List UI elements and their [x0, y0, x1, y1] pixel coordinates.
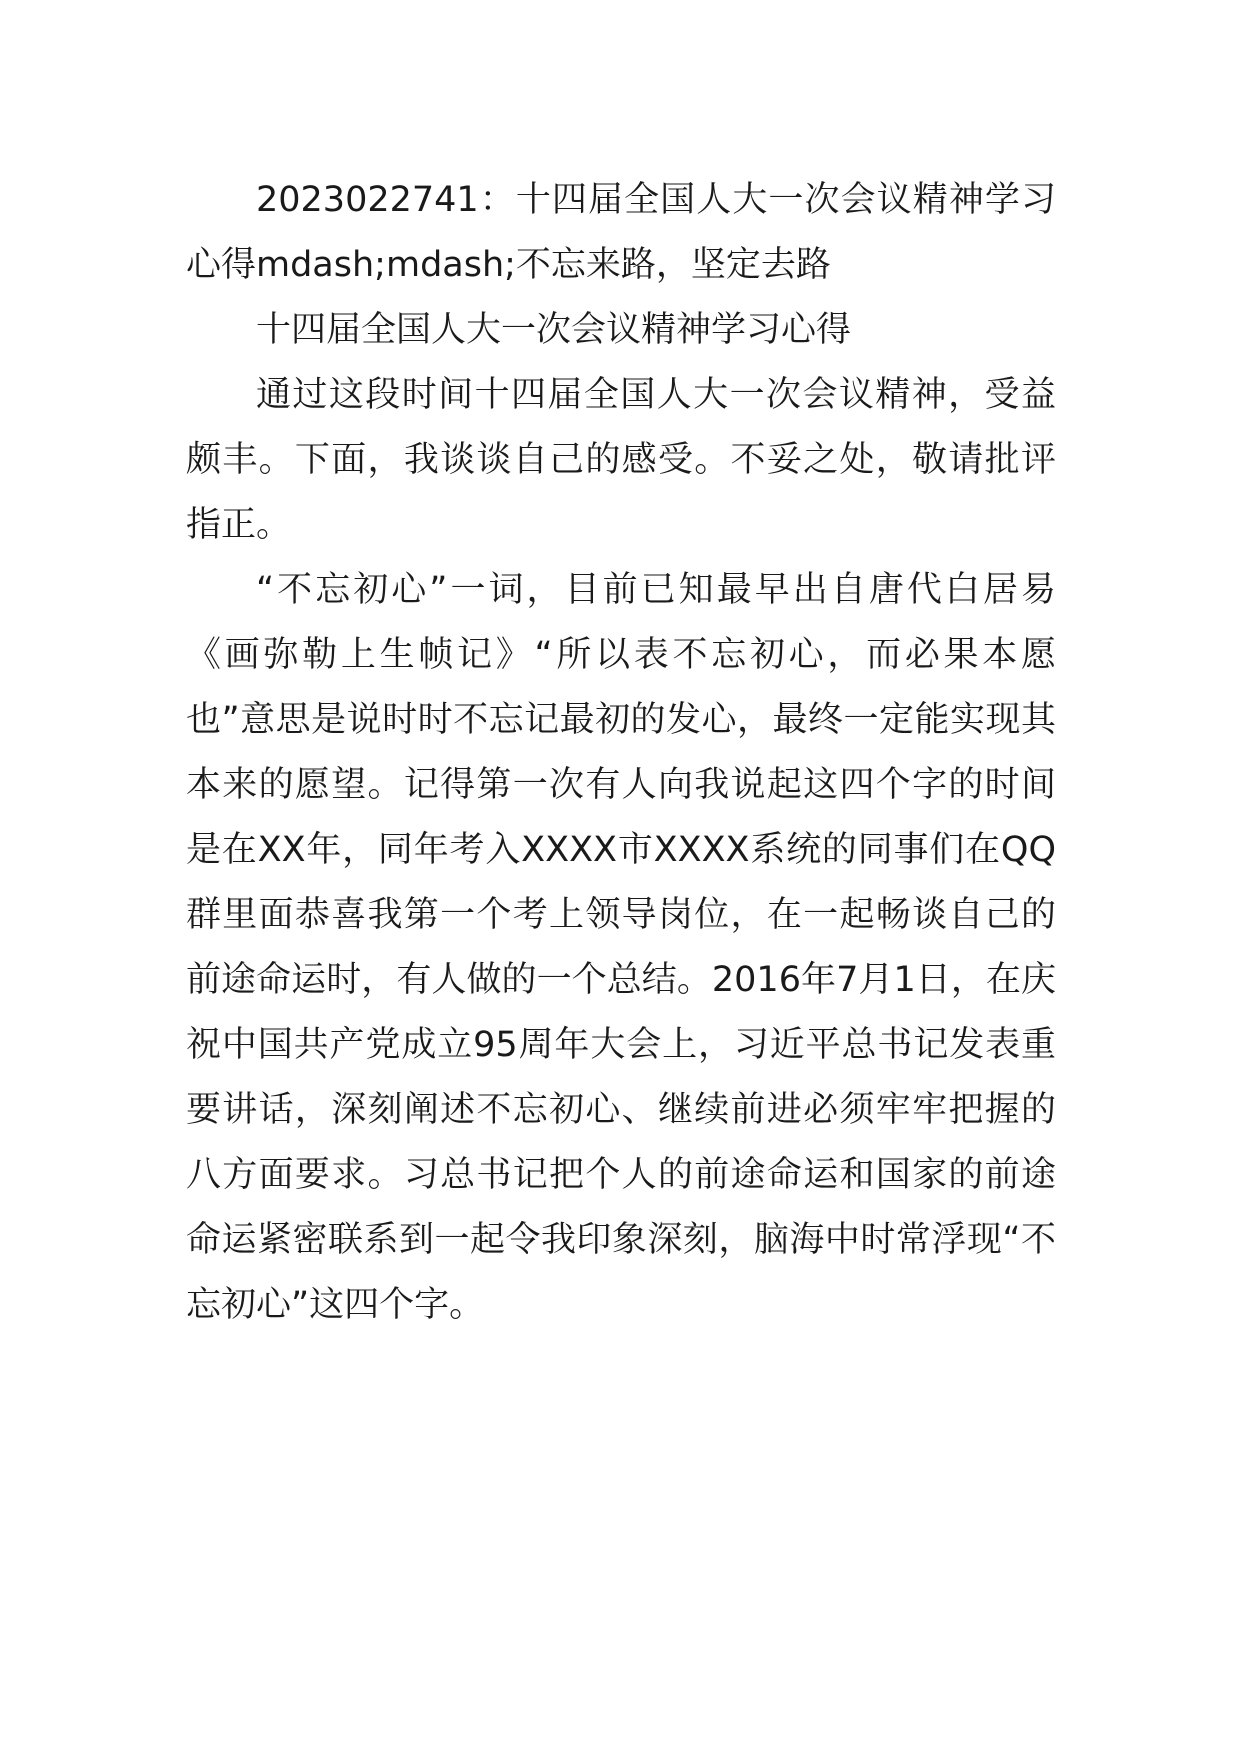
body-paragraph-1: 通过这段时间十四届全国人大一次会议精神，受益颇丰。下面，我谈谈自己的感受。不妥之处，敬请批评指正。	[186, 375, 1056, 545]
document-title-line: 2023022741：十四届全国人大一次会议精神学习心得mdash;mdash;不忘来路，坚定去路	[186, 180, 1056, 285]
document-subtitle: 十四届全国人大一次会议精神学习心得	[256, 310, 852, 350]
body-paragraph-2: “不忘初心”一词，目前已知最早出自唐代白居易《画弥勒上生帧记》“所以表不忘初心，而必果本愿也”意思是说时时不忘记最初的发心，最终一定能实现其本来的愿望。记得第一次有人向我说起这四个字的时间是在XX年，同年考入XXXX市XXXX系统的同事们在QQ群里面恭喜我第一个考上领导岗位，在一起畅谈自己的前途命运时，有人做的一个总结。2016年7月1日，在庆祝中国共产党成立95周年大会上，习近平总书记发表重要讲话，深刻阐述不忘初心、继续前进必须牢牢把握的八方面要求。习总书记把个人的前途命运和国家的前途命运紧密联系到一起令我印象深刻，脑海中时常浮现“不忘初心”这四个字。	[186, 570, 1056, 1325]
document-body	[186, 168, 1056, 1338]
